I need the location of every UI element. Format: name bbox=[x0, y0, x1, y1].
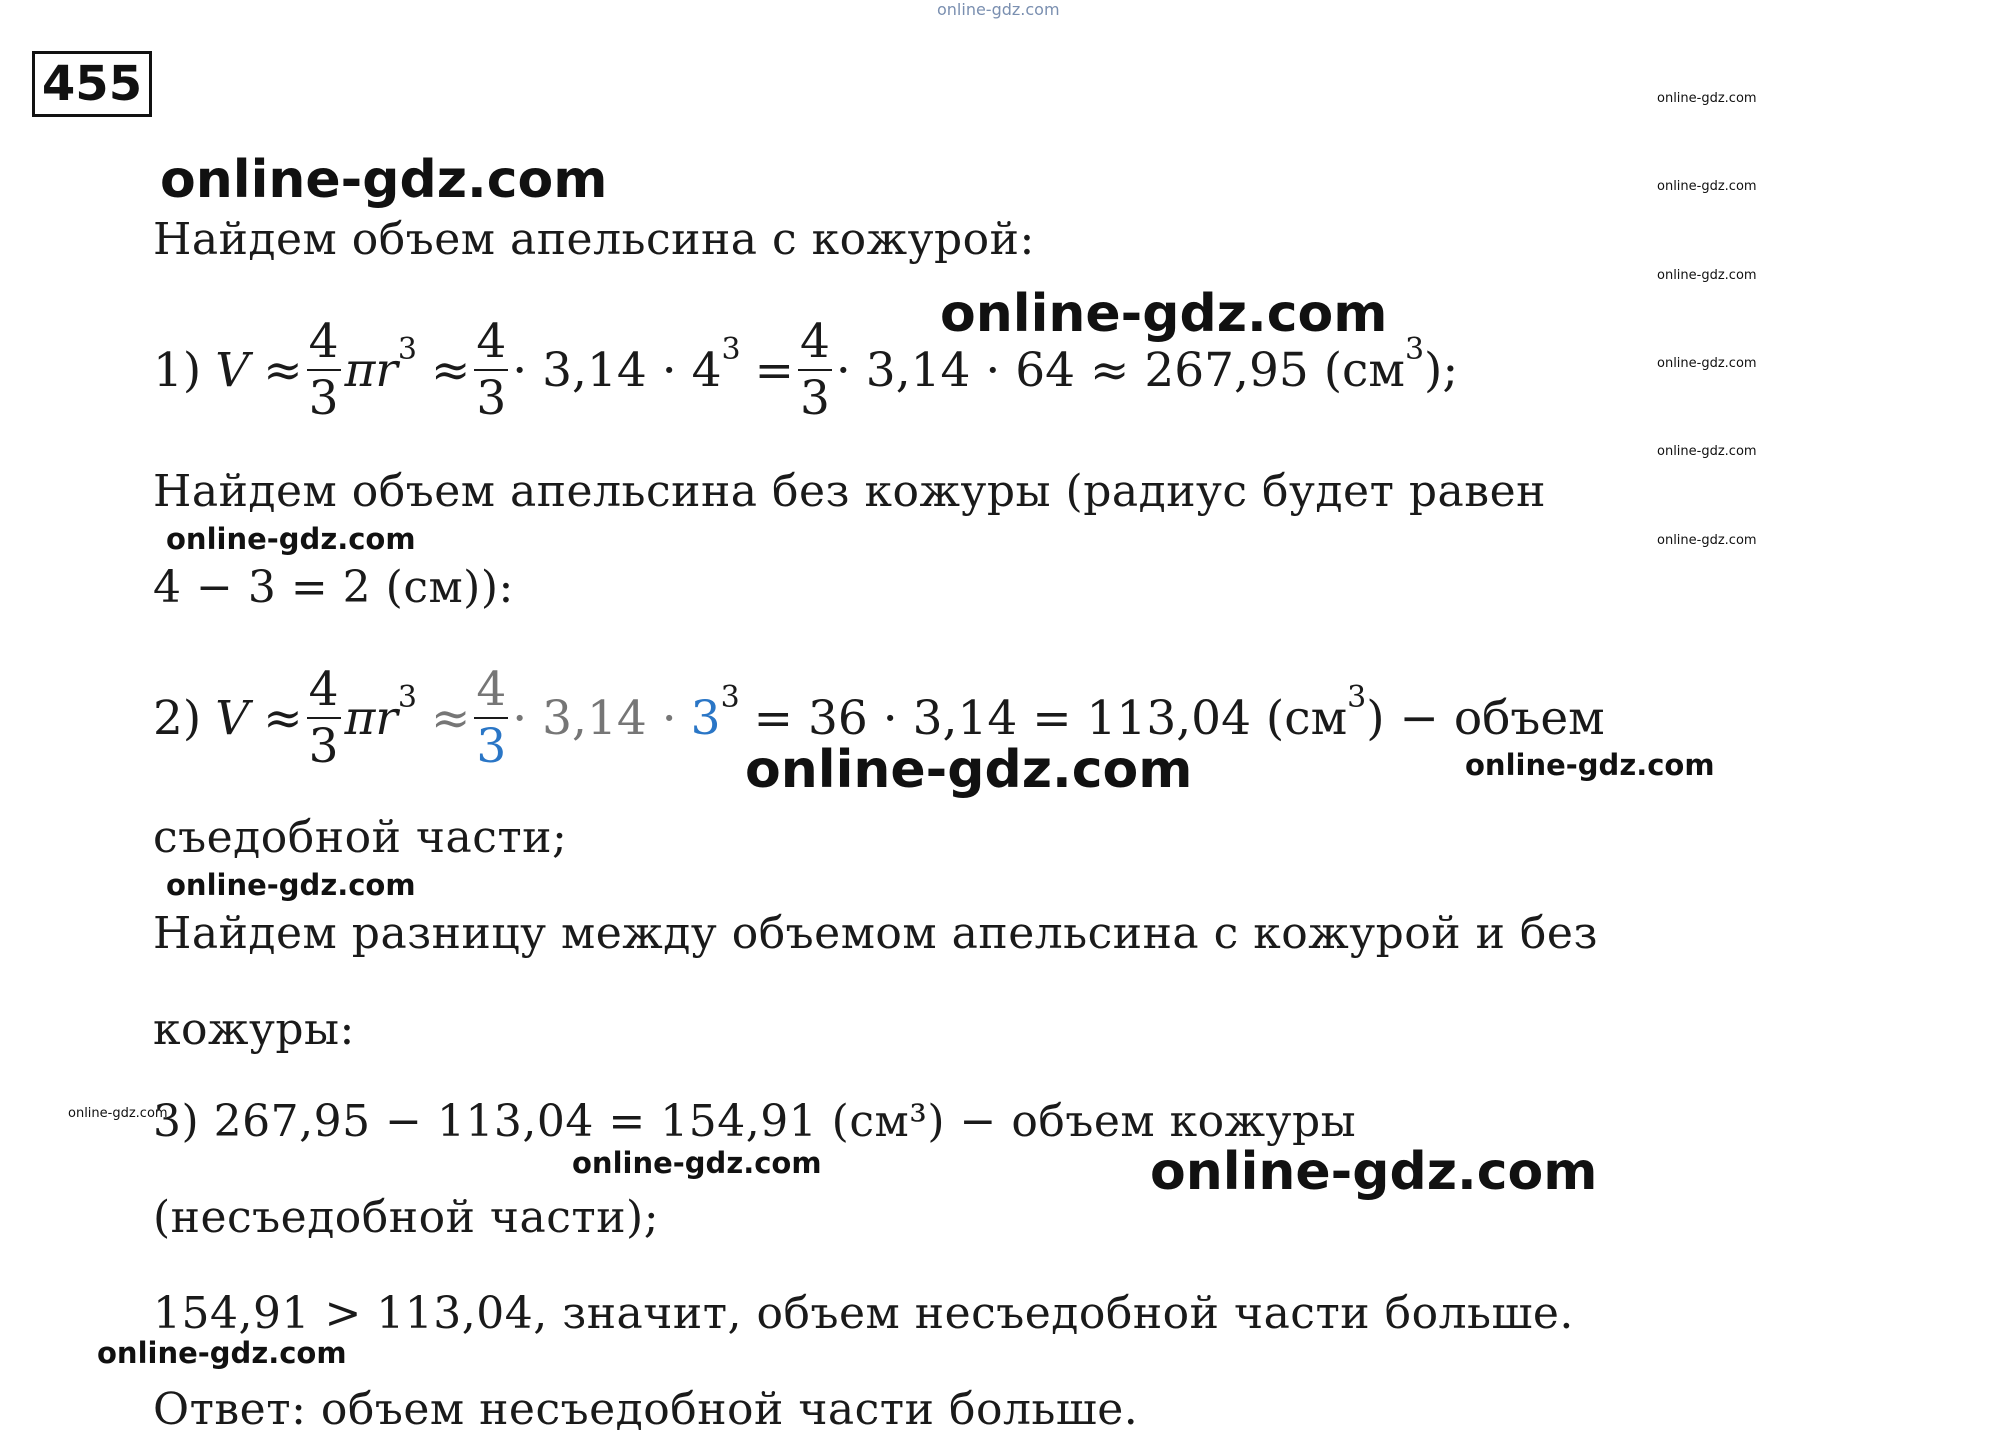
task-number: 455 bbox=[32, 51, 152, 117]
text-line: кожуры: bbox=[153, 1004, 355, 1055]
formula-prefix: 1) bbox=[153, 342, 202, 398]
watermark-small: online-gdz.com bbox=[1657, 444, 1757, 459]
formula-tail: ) − объем bbox=[1366, 690, 1605, 746]
equals-sign: = bbox=[754, 342, 794, 398]
numerator: 4 bbox=[800, 314, 830, 369]
exponent: 3 bbox=[721, 332, 741, 367]
watermark-small: online-gdz.com bbox=[1657, 533, 1757, 548]
numerator: 4 bbox=[476, 662, 507, 717]
exponent: 3 bbox=[720, 680, 740, 715]
formula-part: = 36 · 3,14 = 113,04 (см bbox=[753, 690, 1348, 746]
text-line: съедобной части; bbox=[153, 812, 568, 863]
formula-prefix: 2) bbox=[153, 690, 202, 746]
denominator: 3 bbox=[308, 371, 339, 426]
watermark-large: online-gdz.com bbox=[160, 150, 608, 210]
numerator: 4 bbox=[308, 314, 339, 369]
watermark-medium: online-gdz.com bbox=[1465, 748, 1715, 782]
watermark-small: online-gdz.com bbox=[1657, 268, 1757, 283]
watermark-large: online-gdz.com bbox=[1150, 1142, 1598, 1202]
watermark-large: online-gdz.com bbox=[940, 284, 1388, 344]
denominator: 3 bbox=[308, 719, 339, 774]
text-line: Ответ: объем несъедобной части больше. bbox=[153, 1384, 1139, 1435]
watermark-medium: online-gdz.com bbox=[166, 522, 416, 556]
approx-sign: ≈ bbox=[430, 690, 471, 746]
exponent: 3 bbox=[1404, 332, 1425, 367]
exponent: 3 bbox=[397, 680, 417, 715]
formula-part: · 3,14 · 64 ≈ 267,95 (см bbox=[835, 342, 1405, 398]
watermark-small: online-gdz.com bbox=[1657, 356, 1757, 371]
watermark-medium: online-gdz.com bbox=[572, 1146, 822, 1180]
exponent: 3 bbox=[1347, 680, 1367, 715]
fraction bbox=[307, 314, 341, 426]
approx-sign: ≈ bbox=[430, 342, 471, 398]
volume-symbol: V bbox=[215, 342, 250, 398]
numerator: 4 bbox=[308, 662, 339, 717]
formula-part: · 3,14 · bbox=[512, 690, 677, 746]
text-line: (несъедобной части); bbox=[153, 1192, 660, 1243]
fraction bbox=[307, 662, 341, 774]
fraction bbox=[474, 662, 508, 774]
approx-sign: ≈ bbox=[263, 342, 303, 398]
text-line: 4 − 3 = 2 (см)): bbox=[153, 562, 514, 613]
text-line: 3) 267,95 − 113,04 = 154,91 (см³) − объем кожуры bbox=[153, 1096, 1357, 1147]
fraction bbox=[474, 314, 508, 426]
text-line: Найдем разницу между объемом апельсина с кожурой и без bbox=[153, 908, 1598, 959]
watermark-medium: online-gdz.com bbox=[166, 868, 416, 902]
watermark-small: online-gdz.com bbox=[68, 1106, 168, 1121]
fraction bbox=[798, 314, 832, 426]
formula-part: · 3,14 · 4 bbox=[512, 342, 722, 398]
denominator: 3 bbox=[476, 719, 507, 774]
watermark-medium: online-gdz.com bbox=[97, 1336, 347, 1370]
watermark-small: online-gdz.com bbox=[1657, 179, 1757, 194]
approx-sign: ≈ bbox=[263, 690, 303, 746]
pi-r: πr bbox=[344, 342, 398, 398]
watermark-large: online-gdz.com bbox=[745, 740, 1193, 800]
formula-2 bbox=[153, 648, 1605, 788]
watermark-top: online-gdz.com bbox=[937, 0, 1060, 19]
radius-value: 3 bbox=[690, 690, 721, 746]
denominator: 3 bbox=[476, 371, 507, 426]
denominator: 3 bbox=[800, 371, 830, 426]
volume-symbol: V bbox=[215, 690, 250, 746]
watermark-small: online-gdz.com bbox=[1657, 91, 1757, 106]
exponent: 3 bbox=[397, 332, 417, 367]
text-line: Найдем объем апельсина с кожурой: bbox=[153, 214, 1035, 265]
numerator: 4 bbox=[476, 314, 507, 369]
text-line: Найдем объем апельсина без кожуры (радиус будет равен bbox=[153, 466, 1546, 517]
text-line: 154,91 > 113,04, значит, объем несъедобной части больше. bbox=[153, 1288, 1574, 1339]
pi-r: πr bbox=[344, 690, 398, 746]
formula-1 bbox=[153, 300, 1458, 440]
formula-tail: ); bbox=[1424, 342, 1459, 398]
